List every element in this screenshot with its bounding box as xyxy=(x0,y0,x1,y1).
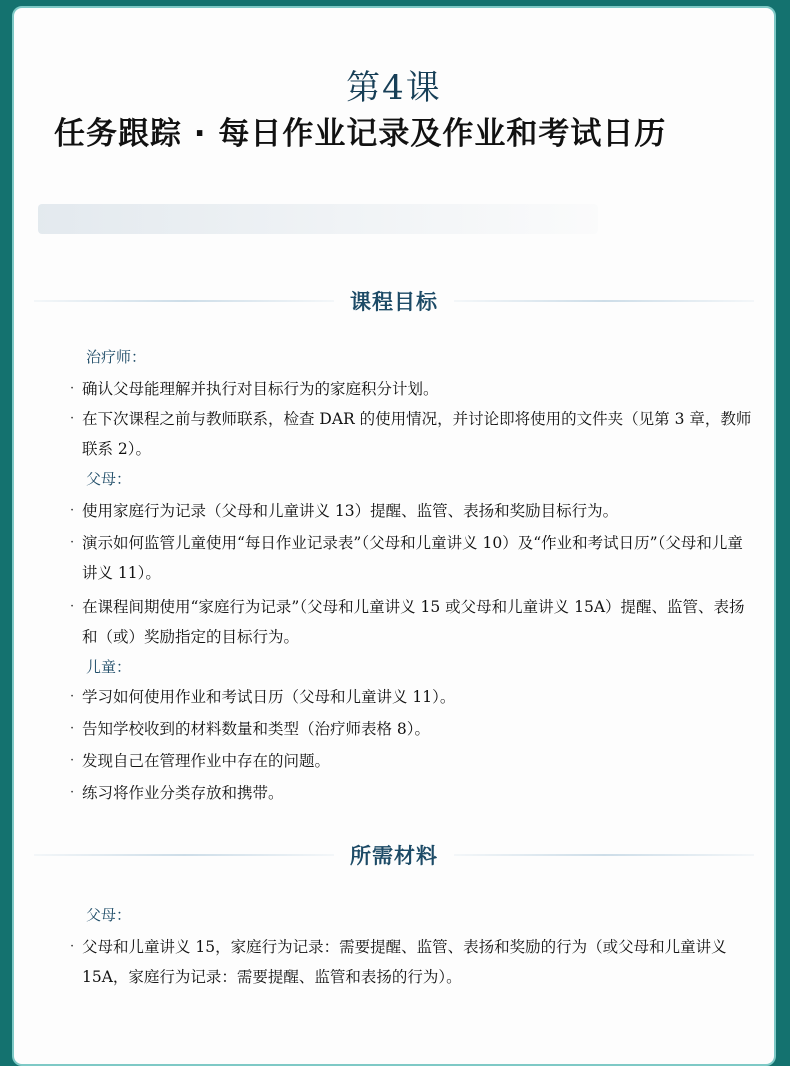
objectives-heading xyxy=(34,286,754,316)
list-item: · 确认父母能理解并执行对目标行为的家庭积分计划。 xyxy=(70,374,754,404)
materials-heading-label: 所需材料 xyxy=(350,843,438,868)
bullet-icon: · xyxy=(70,381,75,396)
list-item: · 练习将作业分类存放和携带。 xyxy=(70,778,754,808)
divider xyxy=(34,300,334,302)
divider xyxy=(454,300,754,302)
list-item: · 父母和儿童讲义 15，家庭行为记录：需要提醒、监管、表扬和奖励的行为（或父母和儿童讲义 15A，家庭行为记录：需要提醒、监管和表扬的行为）。 xyxy=(70,932,754,992)
bullet-icon: · xyxy=(70,721,75,736)
materials-parent-label: 父母： xyxy=(86,906,132,924)
divider xyxy=(454,854,754,856)
objectives-heading-label: 课程目标 xyxy=(350,289,438,314)
parent-label: 父母： xyxy=(86,470,132,488)
faded-print-mark xyxy=(38,204,598,234)
lesson-number: 第4课 xyxy=(346,68,442,108)
child-label: 儿童： xyxy=(86,658,132,676)
list-item: · 发现自己在管理作业中存在的问题。 xyxy=(70,746,754,776)
bullet-icon: · xyxy=(70,753,75,768)
bullet-icon: · xyxy=(70,599,75,614)
list-item: · 在课程间期使用“家庭行为记录”（父母和儿童讲义 15 或父母和儿童讲义 15A）提醒、监管、表扬和（或）奖励指定的目标行为。 xyxy=(70,592,754,652)
document-page xyxy=(12,6,776,1066)
bullet-icon: · xyxy=(70,503,75,518)
lesson-title: 任务跟踪 · 每日作业记录及作业和考试日历 xyxy=(54,116,667,152)
bullet-icon: · xyxy=(70,411,75,426)
materials-heading xyxy=(34,840,754,870)
bullet-icon: · xyxy=(70,689,75,704)
list-item: · 学习如何使用作业和考试日历（父母和儿童讲义 11）。 xyxy=(70,682,754,712)
bullet-icon: · xyxy=(70,785,75,800)
bullet-icon: · xyxy=(70,939,75,954)
bullet-icon: · xyxy=(70,535,75,550)
therapist-label: 治疗师： xyxy=(86,348,147,366)
list-item: · 在下次课程之前与教师联系，检查 DAR 的使用情况，并讨论即将使用的文件夹（见第 3 章，教师联系 2）。 xyxy=(70,404,754,464)
divider xyxy=(34,854,334,856)
list-item: · 使用家庭行为记录（父母和儿童讲义 13）提醒、监管、表扬和奖励目标行为。 xyxy=(70,496,754,526)
list-item: · 告知学校收到的材料数量和类型（治疗师表格 8）。 xyxy=(70,714,754,744)
list-item: · 演示如何监管儿童使用“每日作业记录表”（父母和儿童讲义 10）及“作业和考试日历”（父母和儿童讲义 11）。 xyxy=(70,528,754,588)
